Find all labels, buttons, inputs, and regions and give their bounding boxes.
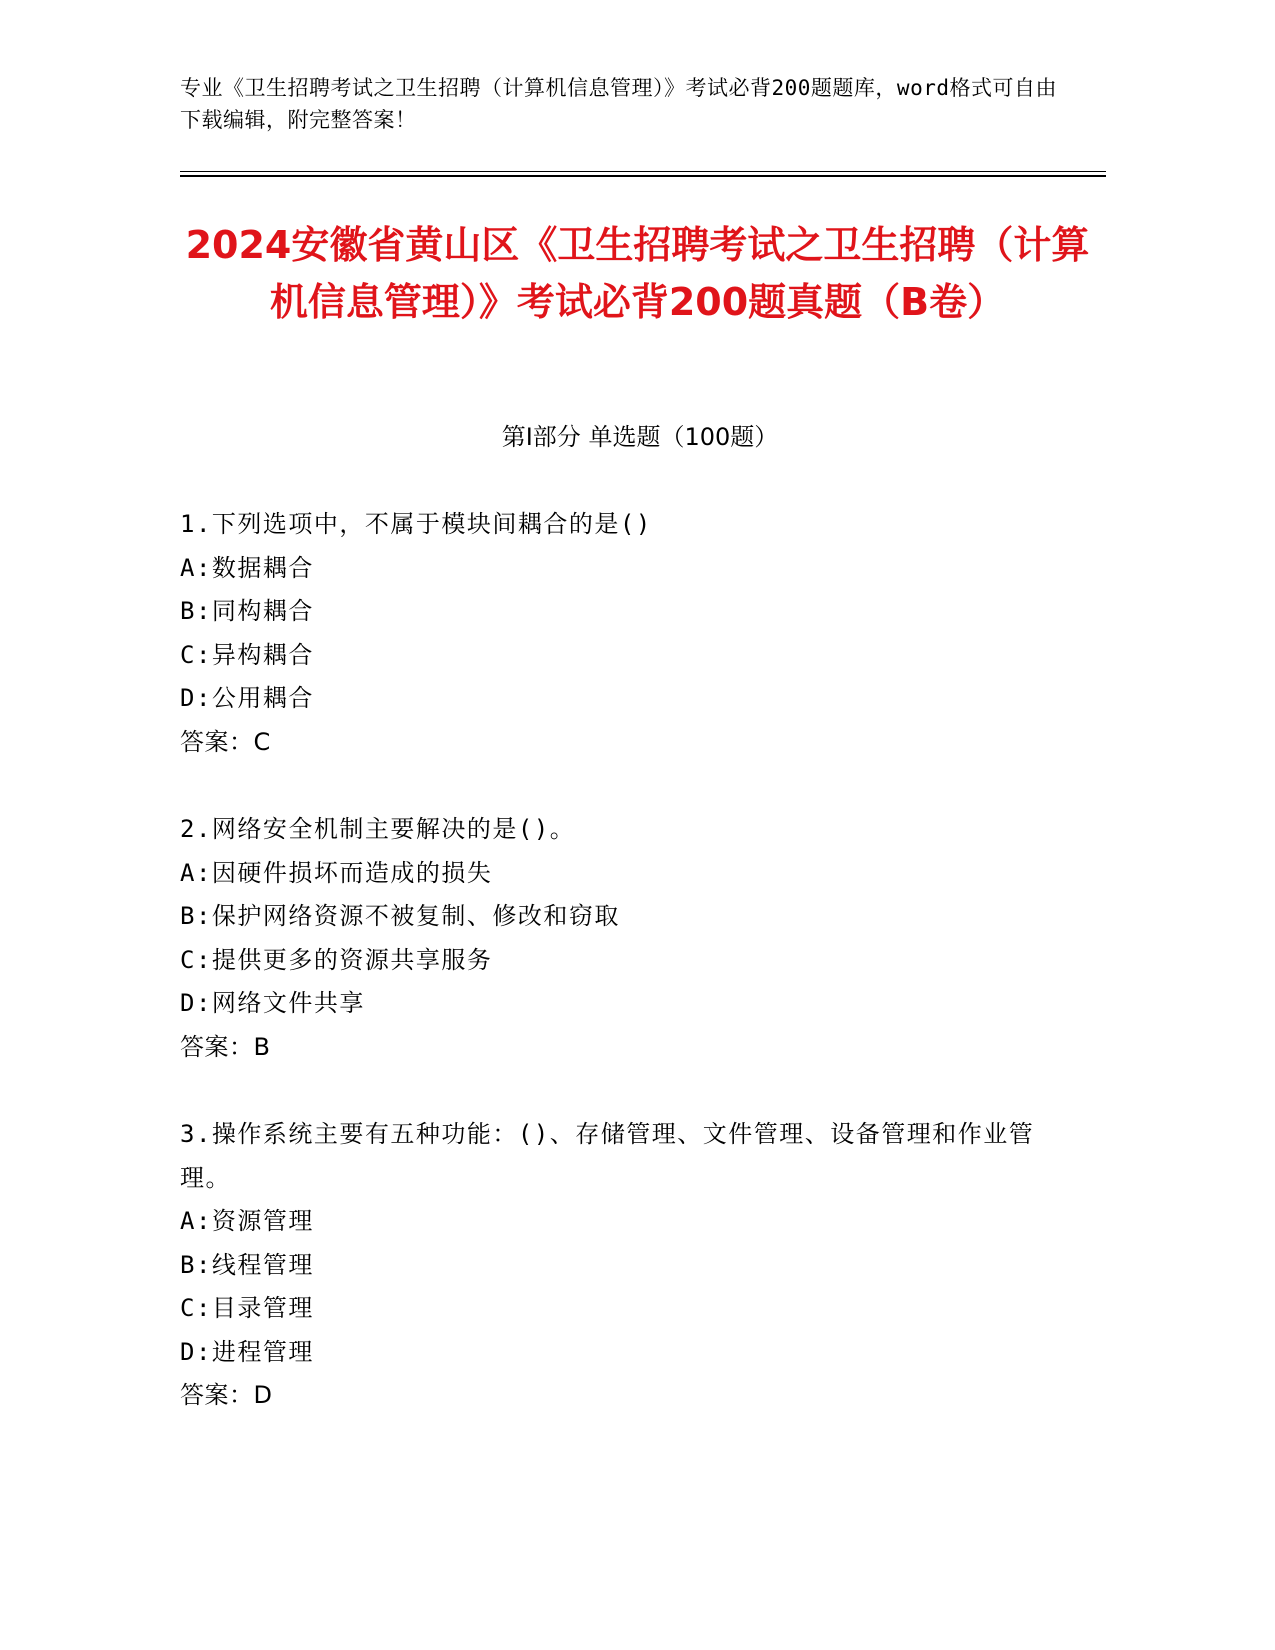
answer: 答案：C — [180, 727, 271, 756]
option-c: C:提供更多的资源共享服务 — [180, 945, 493, 974]
option-a: A:数据耦合 — [180, 553, 314, 582]
answer: 答案：B — [180, 1032, 271, 1061]
option-d: D:进程管理 — [180, 1337, 314, 1366]
question-stem: 1.下列选项中，不属于模块间耦合的是() — [180, 510, 652, 538]
document-title: 2024安徽省黄山区《卫生招聘考试之卫生招聘（计算机信息管理）》考试必背200题真题（B卷） — [185, 223, 1090, 324]
question-2 — [180, 808, 1040, 1069]
question-1 — [180, 503, 1040, 764]
header-divider-thin — [180, 171, 1106, 172]
option-c: C:异构耦合 — [180, 640, 314, 669]
question-stem: 2.网络安全机制主要解决的是()。 — [180, 815, 576, 843]
answer: 答案：D — [180, 1381, 273, 1409]
option-d: D:网络文件共享 — [180, 989, 365, 1017]
header-divider-thick — [180, 175, 1106, 177]
header-note: 专业《卫生招聘考试之卫生招聘（计算机信息管理）》考试必背200题题库，word格式可自由下载编辑，附完整答案！ — [180, 76, 1057, 132]
section-heading: 第I部分 单选题（100题） — [501, 423, 779, 451]
option-b: B:保护网络资源不被复制、修改和窃取 — [180, 902, 620, 930]
question-stem: 3.操作系统主要有五种功能：()、存储管理、文件管理、设备管理和作业管理。 — [180, 1120, 1035, 1192]
option-a: A:因硬件损坏而造成的损失 — [180, 858, 493, 887]
option-d: D:公用耦合 — [180, 684, 314, 712]
question-3 — [180, 1113, 1040, 1418]
option-a: A:资源管理 — [180, 1207, 314, 1235]
option-b: B:线程管理 — [180, 1250, 314, 1279]
option-c: C:目录管理 — [180, 1294, 314, 1322]
option-b: B:同构耦合 — [180, 597, 314, 625]
